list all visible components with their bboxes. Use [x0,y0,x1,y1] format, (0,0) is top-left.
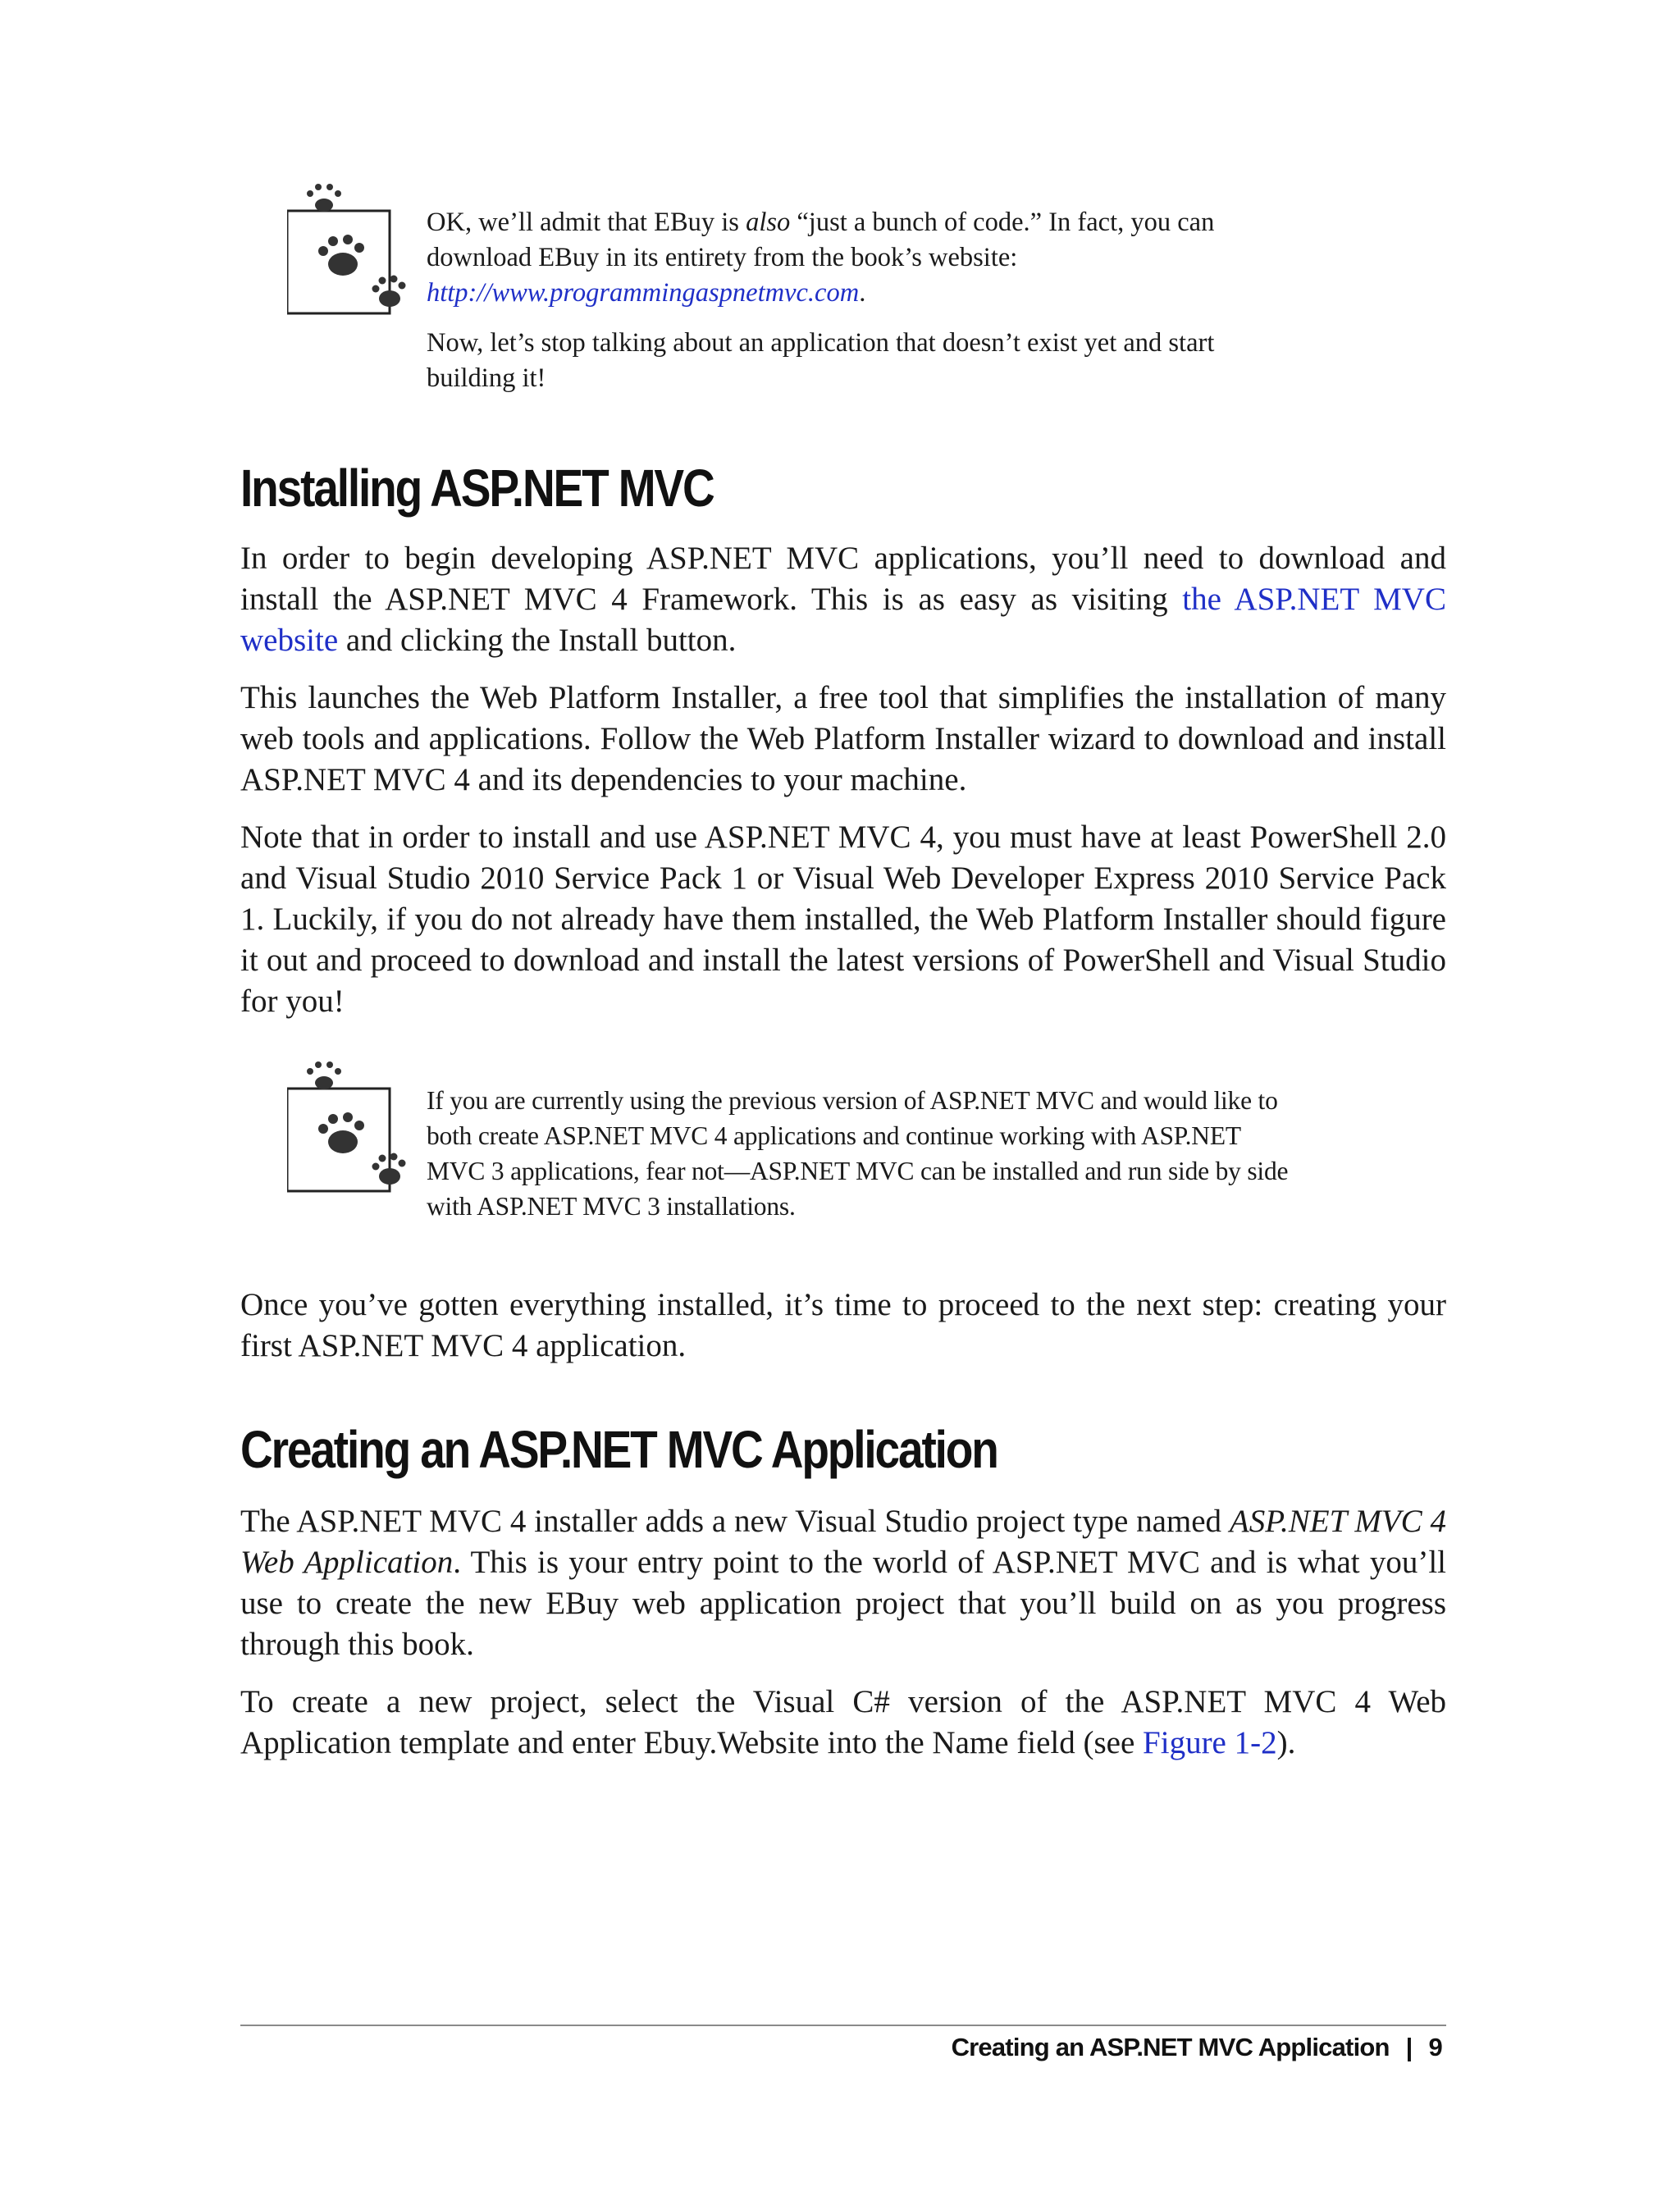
tip-note-1-text [427,205,1304,411]
paw-prints-icon [287,182,422,322]
aspnet-mvc-website-link[interactable]: the ASP.NET MVC website [240,582,1446,658]
after-note-2-para: Once you’ve gotten everything installed, it’s time to proceed to the next step: creating your first ASP.NET MVC 4 application. [240,1287,1446,1363]
footer-rule [240,2025,1446,2026]
tip-note-2-para: If you are currently using the previous version of ASP.NET MVC and would like to both create ASP.NET MVC 4 applications and continue working with ASP.NET MVC 3 applications, fear not—ASP.NET MVC can be installed and run side by side with ASP.NET MVC 3 installations. [427,1086,1289,1221]
page-number: 9 [1428,2033,1442,2061]
tip-note-1-para-2: Now, let’s stop talking about an application that doesn’t exist yet and start building it! [427,328,1215,393]
section-2-para-2: To create a new project, select the Visual C# version of the ASP.NET MVC 4 Web Application template and enter Ebuy.Website into the Name field (see Figure 1-2). [240,1684,1446,1760]
figure-1-2-link[interactable]: Figure 1-2 [1143,1725,1277,1760]
section-heading-installing: Installing ASP.NET MVC [240,459,714,518]
section-2-body [240,1501,1446,1780]
page-footer [952,2033,1442,2062]
tip-note-2-text [427,1083,1304,1239]
programmingaspnetmvc-link[interactable]: http://www.programmingaspnetmvc.com [427,278,860,308]
section-1-body [240,538,1446,1039]
footer-title: Creating an ASP.NET MVC Application [951,2033,1390,2061]
section-2-para-1: The ASP.NET MVC 4 installer adds a new Visual Studio project type named ASP.NET MVC 4 Web Application. This is your entry point to the world of ASP.NET MVC and is what you’ll use to create the new EBuy web application project that you’ll build on as you progress through this book. [240,1504,1447,1662]
section-1-para-3: Note that in order to install and use ASP.NET MVC 4, you must have at least PowerShell 2.0 and Visual Studio 2010 Service Pack 1 or Visual Web Developer Express 2010 Service Pack 1. Luckily, if you do not already have them installed, the Web Platform Installer should figure it out and proceed to download and install the latest versions of PowerShell and Visual Studio for you! [240,819,1446,1019]
after-note-2-body [240,1285,1446,1383]
section-1-para-1: In order to begin developing ASP.NET MVC applications, you’ll need to download and install the ASP.NET MVC 4 Framework. This is as easy as visiting the ASP.NET MVC website and clicking the Install button. [240,541,1446,658]
tip-note-1-para-1: OK, we’ll admit that EBuy is also “just a bunch of code.” In fact, you can download EBuy in its entirety from the book’s website: http://www.programmingaspnetmvc.com. [427,208,1215,308]
footer-separator: | [1405,2033,1413,2061]
paw-prints-icon [287,1060,422,1199]
section-1-para-2: This launches the Web Platform Installer, a free tool that simplifies the installation of many web tools and applications. Follow the Web Platform Installer wizard to download and install ASP.NET MVC 4 and its dependencies to your machine. [240,680,1446,797]
section-heading-creating: Creating an ASP.NET MVC Application [240,1420,998,1479]
